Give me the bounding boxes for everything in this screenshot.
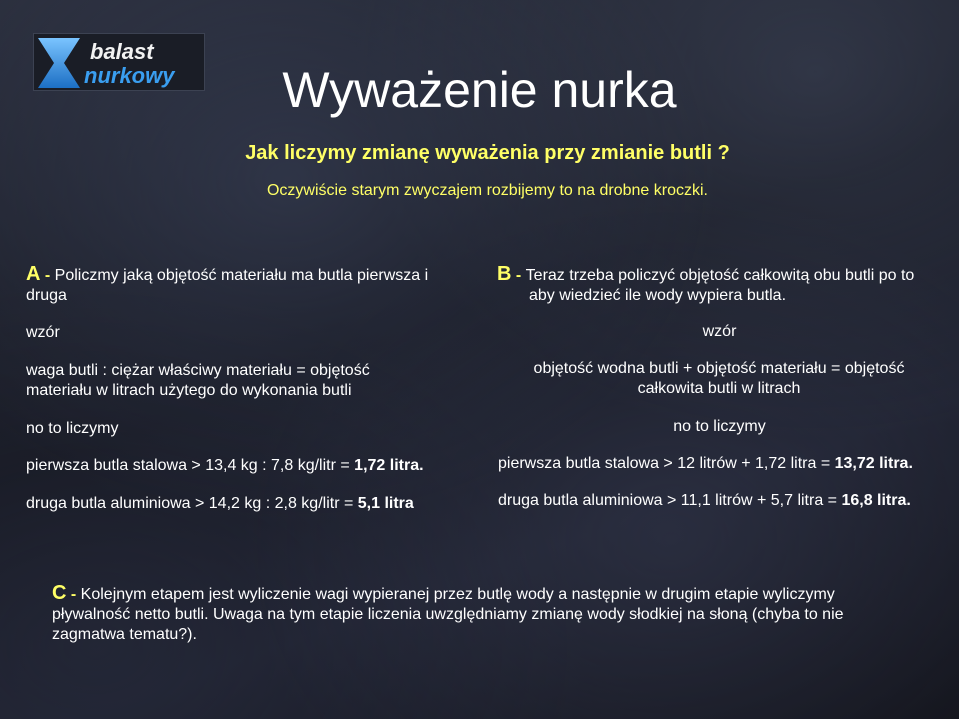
section-a-formula: waga butli : ciężar właściwy materiału = objętość materiału w litrach użytego do wykonania butli: [26, 362, 370, 399]
page-subtitle: Jak liczymy zmianę wyważenia przy zmianie butli ?: [245, 142, 730, 164]
intro-text: Oczywiście starym zwyczajem rozbijemy to na drobne kroczki.: [266, 182, 708, 199]
section-b-line-1: pierwsza butla stalowa > 12 litrów + 1,72 litra = 13,72 litra.: [498, 455, 913, 472]
section-c-paragraph: C - Kolejnym etapem jest wyliczenie wagi wypieranej przez butlę wody a następnie w drugim etapie wyliczymy pływalność netto butli. Uwaga na tym etapie liczenia uwzględniamy zmianę wody słodkiej na słoną (chyba to nie zagmatwa tematu?).: [52, 582, 844, 643]
section-a-line-2: druga butla aluminiowa > 14,2 kg : 2,8 kg/litr = 5,1 litra: [26, 495, 414, 512]
section-b-calc-label: no to liczymy: [673, 418, 766, 435]
logo-text-bottom: nurkowy: [84, 63, 175, 88]
section-a-calc-label: no to liczymy: [26, 420, 119, 437]
section-b-letter: B: [497, 263, 512, 285]
section-a-line-1: pierwsza butla stalowa > 13,4 kg : 7,8 kg/litr = 1,72 litra.: [26, 457, 424, 474]
logo-text-top: balast: [90, 39, 154, 64]
section-a-formula-label: wzór: [26, 324, 60, 341]
section-a-heading: A - Policzmy jaką objętość materiału ma butla pierwsza i druga: [26, 263, 429, 304]
section-b-formula-label: wzór: [702, 323, 737, 340]
section-b-formula: objętość wodna butli + objętość materiału = objętość całkowita butli w litrach: [533, 360, 905, 397]
section-a-letter: A: [26, 263, 41, 285]
section-b-heading: B - Teraz trzeba policzyć objętość całkowitą obu butli po to aby wiedzieć ile wody wypiera butla.: [497, 263, 915, 304]
section-c-letter: C: [52, 582, 67, 604]
page-title: Wyważenie nurka: [282, 62, 677, 118]
section-b-line-2: druga butla aluminiowa > 11,1 litrów + 5,7 litra = 16,8 litra.: [498, 492, 911, 509]
